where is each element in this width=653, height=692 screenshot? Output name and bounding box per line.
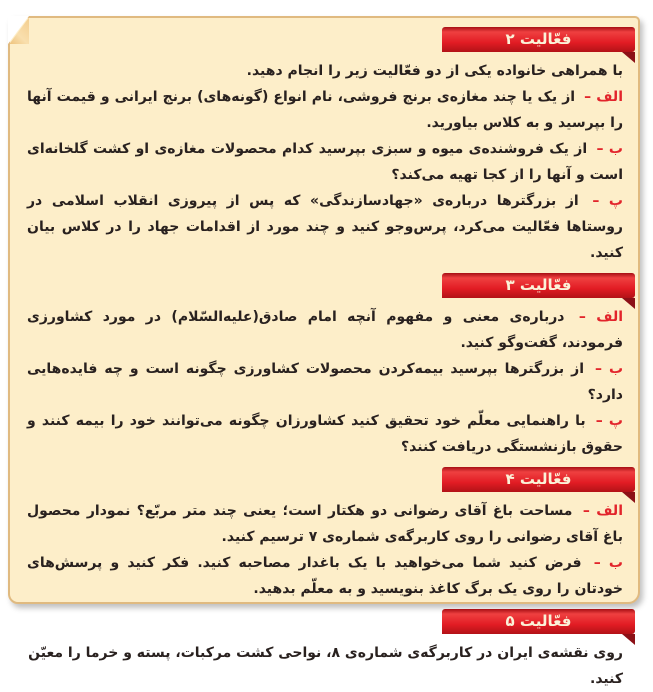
item-label: الف – <box>578 309 624 325</box>
item-text: درباره‌ی معنی و مفهوم آنچه امام صادق(علیه‌السّلام) در مورد کشاورزی فرمودند، گفت‌وگو کنید. <box>27 309 623 351</box>
item-label: پ – <box>592 193 624 209</box>
activity-5-item <box>27 640 623 692</box>
activity-3-item-be <box>27 356 623 408</box>
activity-banner-3 <box>442 273 635 298</box>
item-text: فرض کنید شما می‌خواهید با یک باغدار مصاحبه کنید. فکر کنید و پرسش‌های خودتان را روی یک برگ کاغذ بنویسید و به معلّم بدهید. <box>27 555 623 597</box>
activity-2-item-alef <box>27 84 623 136</box>
item-text: مساحت باغ آقای رضوانی دو هکتار است؛ یعنی چند متر مربّع؟ نمودار محصول باغ آقای رضوانی را روی کاربرگه‌ی شماره‌ی ۷ ترسیم کنید. <box>27 503 623 545</box>
activity-banner-4 <box>442 467 635 492</box>
activity-title: فعّالیت ۲ <box>505 30 572 48</box>
item-label: الف – <box>582 503 623 519</box>
item-label: الف – <box>584 89 623 105</box>
item-text: روی نقشه‌ی ایران در کاربرگه‌ی شماره‌ی ۸، نواحی کشت مرکبات، پسته و خرما را معیّن کنید. <box>28 645 623 687</box>
activity-title: فعّالیت ۵ <box>505 612 572 630</box>
activity-title: فعّالیت ۴ <box>505 470 572 488</box>
activity-banner-2 <box>442 27 635 52</box>
item-label: پ – <box>595 413 624 429</box>
textbook-page <box>8 16 640 687</box>
item-text: از یک یا چند مغازه‌ی برنج فروشی، نام انواع (گونه‌های) برنج ایرانی و قیمت آنها را بپرسید و به کلاس بیاورید. <box>27 89 623 131</box>
activity-2-item-be <box>27 136 623 188</box>
activity-title: فعّالیت ۳ <box>505 276 572 294</box>
page-content <box>10 18 638 692</box>
activity-3-item-pe <box>27 408 623 460</box>
activity-banner-5 <box>442 609 635 634</box>
activity-3-item-alef <box>27 304 623 356</box>
item-text: با همراهی خانواده یکی از دو فعّالیت زیر را انجام دهید. <box>246 63 623 79</box>
item-text: با راهنمایی معلّم خود تحقیق کنید کشاورزان چگونه می‌توانند خود را بیمه کنند و حقوق بازنشستگی دریافت کنند؟ <box>27 413 623 455</box>
item-text: از بزرگترها درباره‌ی «جهادسازندگی» که پس از پیروزی انقلاب اسلامی در روستاها فعّالیت می‌کرد، پرس‌وجو کنید و چند مورد از اقدامات جهاد را در کلاس بیان کنید. <box>27 193 623 261</box>
item-label: ب – <box>596 141 623 157</box>
activity-2-intro <box>27 58 623 84</box>
activity-4-item-be <box>27 550 623 602</box>
activity-2-item-pe <box>27 188 623 266</box>
item-text: از یک فروشنده‌ی میوه و سبزی بپرسید کدام محصولات مغازه‌ی او کشت گلخانه‌ای است و آنها را از کجا تهیه می‌کند؟ <box>27 141 623 183</box>
activity-4-item-alef <box>27 498 623 550</box>
item-label: ب – <box>593 555 623 571</box>
item-label: ب – <box>594 361 624 377</box>
item-text: از بزرگترها بپرسید بیمه‌کردن محصولات کشاورزی چگونه است و چه فایده‌هایی دارد؟ <box>27 361 623 403</box>
